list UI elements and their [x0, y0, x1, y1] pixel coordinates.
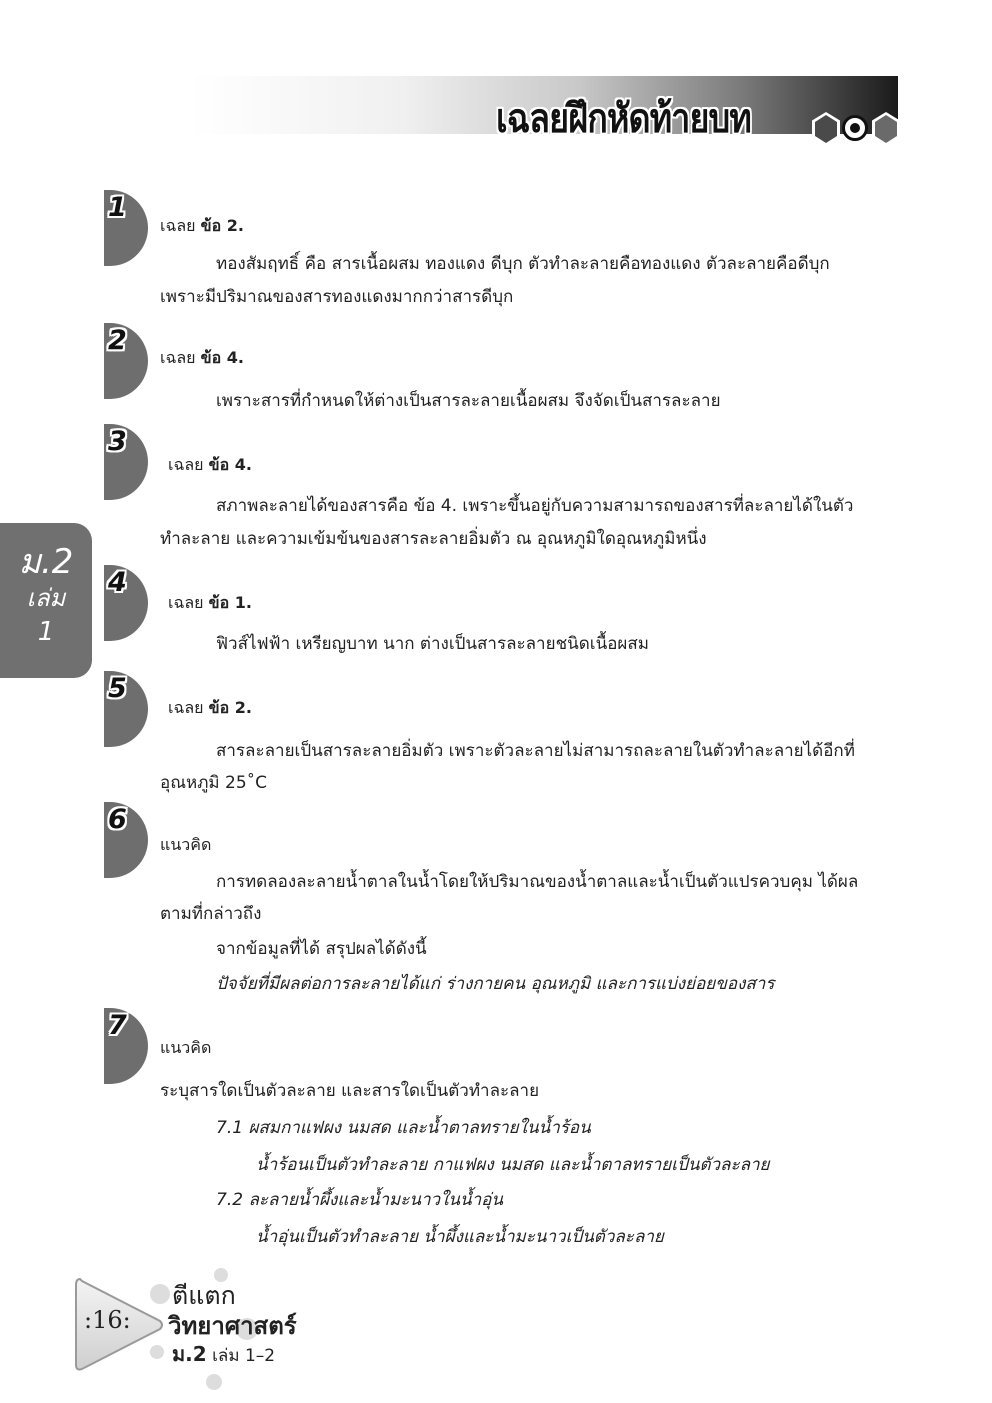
side-tab-volume-label: เล่ม — [26, 584, 66, 612]
sub-question-line: 7.1 ผสมกาแฟผง นมสด และน้ำตาลทรายในน้ำร้อน — [216, 1118, 591, 1138]
question-badge — [104, 565, 148, 641]
question-badge — [104, 1008, 148, 1084]
answer-line: เพราะสารที่กำหนดให้ต่างเป็นสารละลายเนื้อผสม จึงจัดเป็นสารละลาย — [216, 391, 721, 411]
answer-line: เพราะมีปริมาณของสารทองแดงมากกว่าสารดีบุก — [160, 287, 514, 307]
answer-line: สารละลายเป็นสารละลายอิ่มตัว เพราะตัวละลายไม่สามารถละลายในตัวทำละลายได้อีกที่ — [216, 741, 855, 761]
question-heading — [160, 214, 244, 239]
question-heading: แนวคิด — [160, 1038, 212, 1057]
question-badge — [104, 190, 148, 266]
book-title-line1: ตีแตก — [172, 1281, 236, 1310]
answer-line: ตามที่กล่าวถึง — [160, 904, 262, 924]
book-title-line2: วิทยาศาสตร์ — [168, 1312, 297, 1340]
heading-prefix: เฉลย — [160, 216, 196, 235]
question-number: 1 — [108, 192, 127, 223]
sub-answer-line: น้ำร้อนเป็นตัวทำละลาย กาแฟผง นมสด และน้ำตาลทรายเป็นตัวละลาย — [256, 1155, 770, 1175]
book-grade: ม.2 — [172, 1342, 207, 1366]
heading-prefix: เฉลย — [160, 348, 196, 367]
sub-question-line: 7.2 ละลายน้ำผึ้งและน้ำมะนาวในน้ำอุ่น — [216, 1190, 503, 1210]
answer-choice: ข้อ 2. — [200, 216, 244, 235]
side-tab-grade-volume — [0, 523, 92, 678]
molecule-decoration — [206, 1374, 222, 1390]
question-badge — [104, 424, 148, 500]
heading-prefix: เฉลย — [168, 593, 204, 612]
sub-answer-line: น้ำอุ่นเป็นตัวทำละลาย น้ำผึ้งและน้ำมะนาวเป็นตัวละลาย — [256, 1227, 664, 1247]
target-ring-icon — [842, 115, 868, 141]
conclusion-line: ปัจจัยที่มีผลต่อการละลายได้แก่ ร่างกายคน อุณหภูมิ และการแบ่งย่อยของสาร — [216, 974, 775, 994]
book-volume: เล่ม 1–2 — [212, 1346, 276, 1366]
question-badge — [104, 323, 148, 399]
question-heading: แนวคิด — [160, 835, 212, 854]
answer-choice: ข้อ 2. — [208, 698, 252, 717]
question-heading — [160, 346, 244, 371]
answer-line: ทองสัมฤทธิ์ คือ สารเนื้อผสม ทองแดง ดีบุก ตัวทำละลายคือทองแดง ตัวละลายคือดีบุก — [216, 254, 830, 274]
answer-line: การทดลองละลายน้ำตาลในน้ำโดยให้ปริมาณของน้ำตาลและน้ำเป็นตัวแปรควบคุม ได้ผล — [216, 872, 859, 892]
book-grade-volume — [172, 1338, 275, 1370]
answer-line: จากข้อมูลที่ได้ สรุปผลได้ดังนี้ — [216, 939, 427, 959]
answer-line: สภาพละลายได้ของสารคือ ข้อ 4. เพราะขึ้นอยู่กับความสามารถของสารที่ละลายได้ในตัว — [216, 496, 854, 516]
heading-prefix: เฉลย — [168, 455, 204, 474]
question-heading — [168, 591, 252, 616]
question-heading — [168, 453, 252, 478]
question-number: 4 — [108, 567, 127, 598]
question-badge — [104, 671, 148, 747]
question-number: 6 — [108, 804, 127, 835]
question-heading — [168, 696, 252, 721]
answer-line: ระบุสารใดเป็นตัวละลาย และสารใดเป็นตัวทำละลาย — [160, 1081, 540, 1101]
question-number: 3 — [108, 426, 127, 457]
page-title: เฉลยฝึกหัดท้ายบท — [496, 96, 751, 142]
question-number: 2 — [108, 325, 127, 356]
question-badge — [104, 802, 148, 878]
answer-choice: ข้อ 1. — [208, 593, 252, 612]
answer-choice: ข้อ 4. — [208, 455, 252, 474]
side-tab-volume-num: 1 — [37, 617, 55, 647]
answer-line: ฟิวส์ไฟฟ้า เหรียญบาท นาก ต่างเป็นสารละลายชนิดเนื้อผสม — [216, 634, 649, 654]
heading-prefix: เฉลย — [168, 698, 204, 717]
side-tab-grade: ม.2 — [18, 542, 74, 582]
question-number: 7 — [108, 1010, 127, 1041]
page-number: :16: — [84, 1306, 131, 1334]
answer-choice: ข้อ 4. — [200, 348, 244, 367]
answer-line: อุณหภูมิ 25˚C — [160, 773, 268, 793]
answer-line: ทำละลาย และความเข้มข้นของสารละลายอิ่มตัว ณ อุณหภูมิใดอุณหภูมิหนึ่ง — [160, 529, 707, 549]
question-number: 5 — [108, 673, 127, 704]
